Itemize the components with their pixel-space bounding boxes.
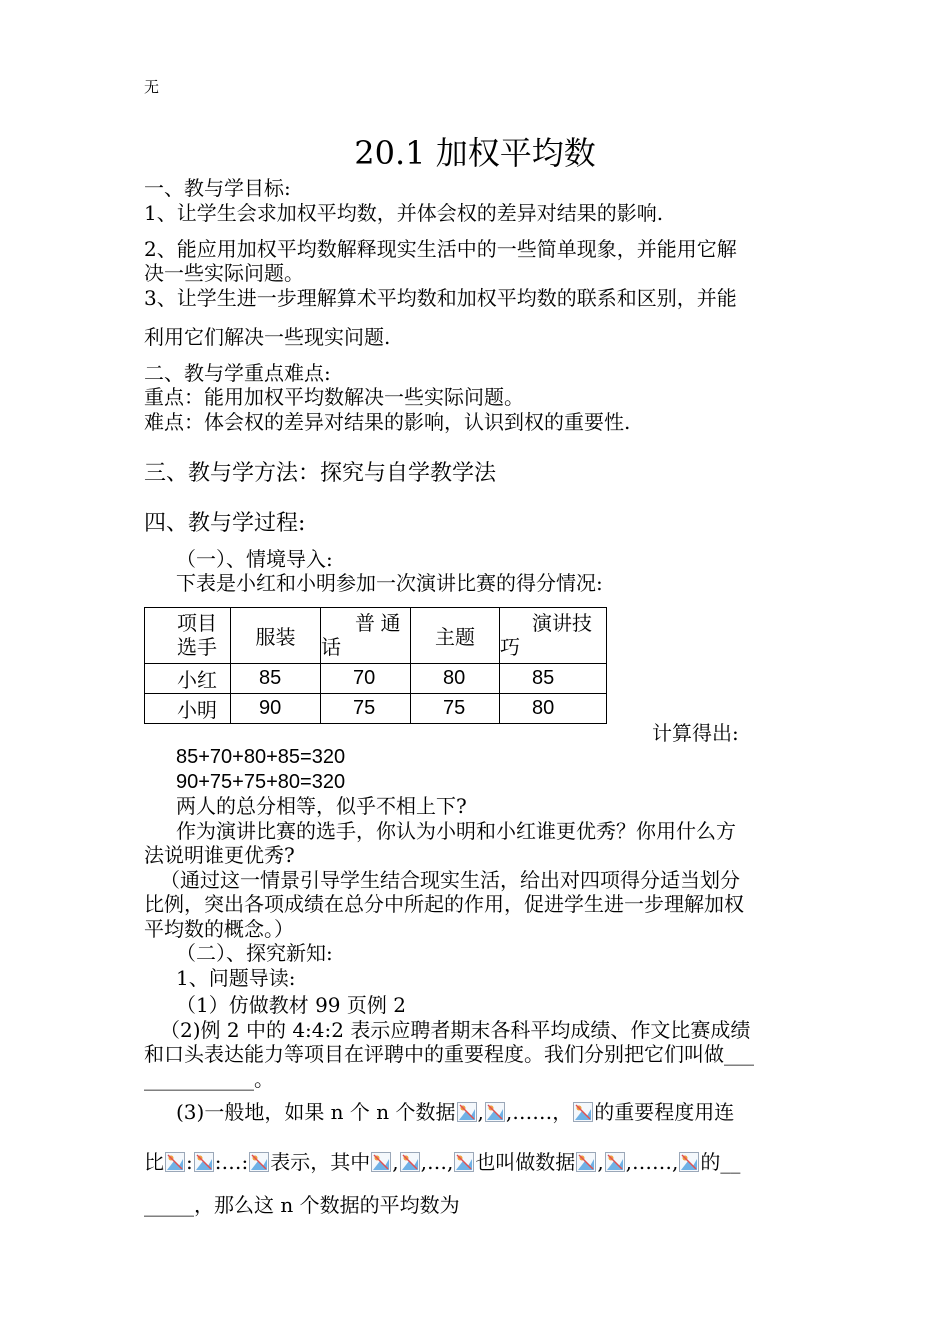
q13-text-l: , — [597, 1150, 604, 1174]
q13-text-e: 比 — [144, 1150, 164, 1174]
score-cell: 75 — [321, 694, 411, 724]
blank-line: ___ — [724, 1042, 754, 1066]
header-mandarin — [321, 608, 411, 664]
score-cell: 80 — [500, 694, 607, 724]
q13-text-a: (3)一般地，如果 n 个 n 个数据 — [176, 1100, 456, 1124]
objective-3-line2: 利用它们解决一些现实问题. — [144, 325, 391, 349]
corner-cell — [145, 608, 231, 664]
blank-line: __ — [720, 1150, 741, 1174]
formula-image-icon — [605, 1152, 625, 1172]
formula-image-icon — [576, 1152, 596, 1172]
page-title: 20.1 加权平均数 — [354, 134, 596, 172]
question-1-3-line1 — [176, 1100, 734, 1124]
corner-item-label: 项目 — [177, 612, 217, 635]
q13-text-i: , — [392, 1150, 399, 1174]
note-line3: 平均数的概念。） — [144, 917, 294, 941]
question-1-2-line2 — [144, 1042, 754, 1066]
question-1-2-line1: （2)例 2 中的 4:4:2 表示应聘者期末各科平均成绩、作文比赛成绩 — [160, 1018, 751, 1042]
q13-text-k: 也叫做数据 — [475, 1150, 576, 1174]
section2-heading: 二、教与学重点难点: — [144, 361, 331, 385]
player-name: 小明 — [145, 694, 231, 724]
formula-image-icon — [573, 1102, 593, 1122]
header-clothing: 服装 — [231, 608, 321, 664]
section3-heading: 三、教与学方法：探究与自学教学法 — [144, 461, 497, 486]
question-line2: 法说明谁更优秀? — [144, 843, 295, 867]
score-cell: 85 — [231, 664, 321, 694]
formula-image-icon — [454, 1152, 474, 1172]
score-cell: 85 — [500, 664, 607, 694]
table-row — [145, 694, 607, 724]
corner-player-label: 选手 — [177, 636, 217, 659]
header-skill-line2: 巧 — [500, 637, 520, 659]
header-speech-skill — [500, 608, 607, 664]
q13-text-f: : — [186, 1150, 193, 1174]
q13-text-d: 的重要程度用连 — [594, 1100, 735, 1124]
score-cell: 70 — [321, 664, 411, 694]
question-line1: 作为演讲比赛的选手，你认为小明和小红谁更优秀？你用什么方 — [176, 819, 736, 843]
question-1-2-text: 和口头表达能力等项目在评聘中的重要程度。我们分别把它们叫做 — [144, 1042, 724, 1066]
q13-text-m: ,……, — [625, 1150, 679, 1174]
table-intro: 下表是小红和小明参加一次演讲比赛的得分情况: — [176, 571, 603, 595]
question-1-1: （1）仿做教材 99 页例 2 — [176, 993, 406, 1017]
note-line2: 比例，突出各项成绩在总分中所起的作用，促进学生进一步理解加权 — [144, 892, 744, 916]
q13-text-c: ,……， — [505, 1100, 573, 1124]
header-mark: 无 — [144, 78, 160, 96]
score-table — [144, 607, 607, 724]
formula-image-icon — [371, 1152, 391, 1172]
question-1-3-line2 — [144, 1150, 740, 1174]
formula-image-icon — [165, 1152, 185, 1172]
subsection-1: （一）、情境导入: — [176, 547, 333, 571]
difficult-point: 难点：体会权的差异对结果的影响，认识到权的重要性. — [144, 410, 631, 434]
objective-3-line1: 3、让学生进一步理解算术平均数和加权平均数的联系和区别，并能 — [144, 286, 737, 310]
question-1-3-line3: _____，那么这 n 个数据的平均数为 — [144, 1193, 460, 1217]
header-theme: 主题 — [411, 608, 500, 664]
blank-answer-line: ___________。 — [144, 1067, 274, 1091]
q13-text-n: 的 — [700, 1150, 721, 1174]
q13-text-j: ,…, — [420, 1150, 454, 1174]
objective-2-line1: 2、能应用加权平均数解释现实生活中的一些简单现象，并能用它解 — [144, 237, 737, 261]
q13-text-g: :…: — [214, 1150, 249, 1174]
header-mandarin-line2: 话 — [321, 637, 341, 659]
formula-image-icon — [249, 1152, 269, 1172]
table-row — [145, 664, 607, 694]
formula-image-icon — [485, 1102, 505, 1122]
calc-remark: 两人的总分相等，似乎不相上下? — [176, 794, 467, 818]
header-skill-line1: 演讲技 — [532, 613, 592, 635]
table-header-row — [145, 608, 607, 664]
score-cell: 75 — [411, 694, 500, 724]
formula-image-icon — [400, 1152, 420, 1172]
section1-heading: 一、教与学目标: — [144, 176, 291, 200]
equation-2: 90+75+75+80=320 — [176, 771, 346, 793]
score-cell: 90 — [231, 694, 321, 724]
objective-1: 1、让学生会求加权平均数，并体会权的差异对结果的影响. — [144, 201, 664, 225]
calc-label: 计算得出: — [652, 721, 739, 745]
formula-image-icon — [457, 1102, 477, 1122]
q13-text-b: , — [477, 1100, 484, 1124]
equation-1: 85+70+80+85=320 — [176, 746, 346, 768]
note-line1: （通过这一情景引导学生结合现实生活，给出对四项得分适当划分 — [160, 868, 740, 892]
formula-image-icon — [194, 1152, 214, 1172]
section4-heading: 四、教与学过程: — [144, 511, 306, 536]
q13-text-h: 表示，其中 — [270, 1150, 371, 1174]
key-point: 重点：能用加权平均数解决一些实际问题。 — [144, 385, 524, 409]
score-cell: 80 — [411, 664, 500, 694]
formula-image-icon — [679, 1152, 699, 1172]
objective-2-line2: 决一些实际问题。 — [144, 261, 304, 285]
header-mandarin-line1: 普 通 — [355, 613, 401, 635]
guided-reading-heading: 1、问题导读: — [176, 966, 296, 990]
player-name: 小红 — [145, 664, 231, 694]
subsection-2: （二）、探究新知: — [176, 941, 333, 965]
